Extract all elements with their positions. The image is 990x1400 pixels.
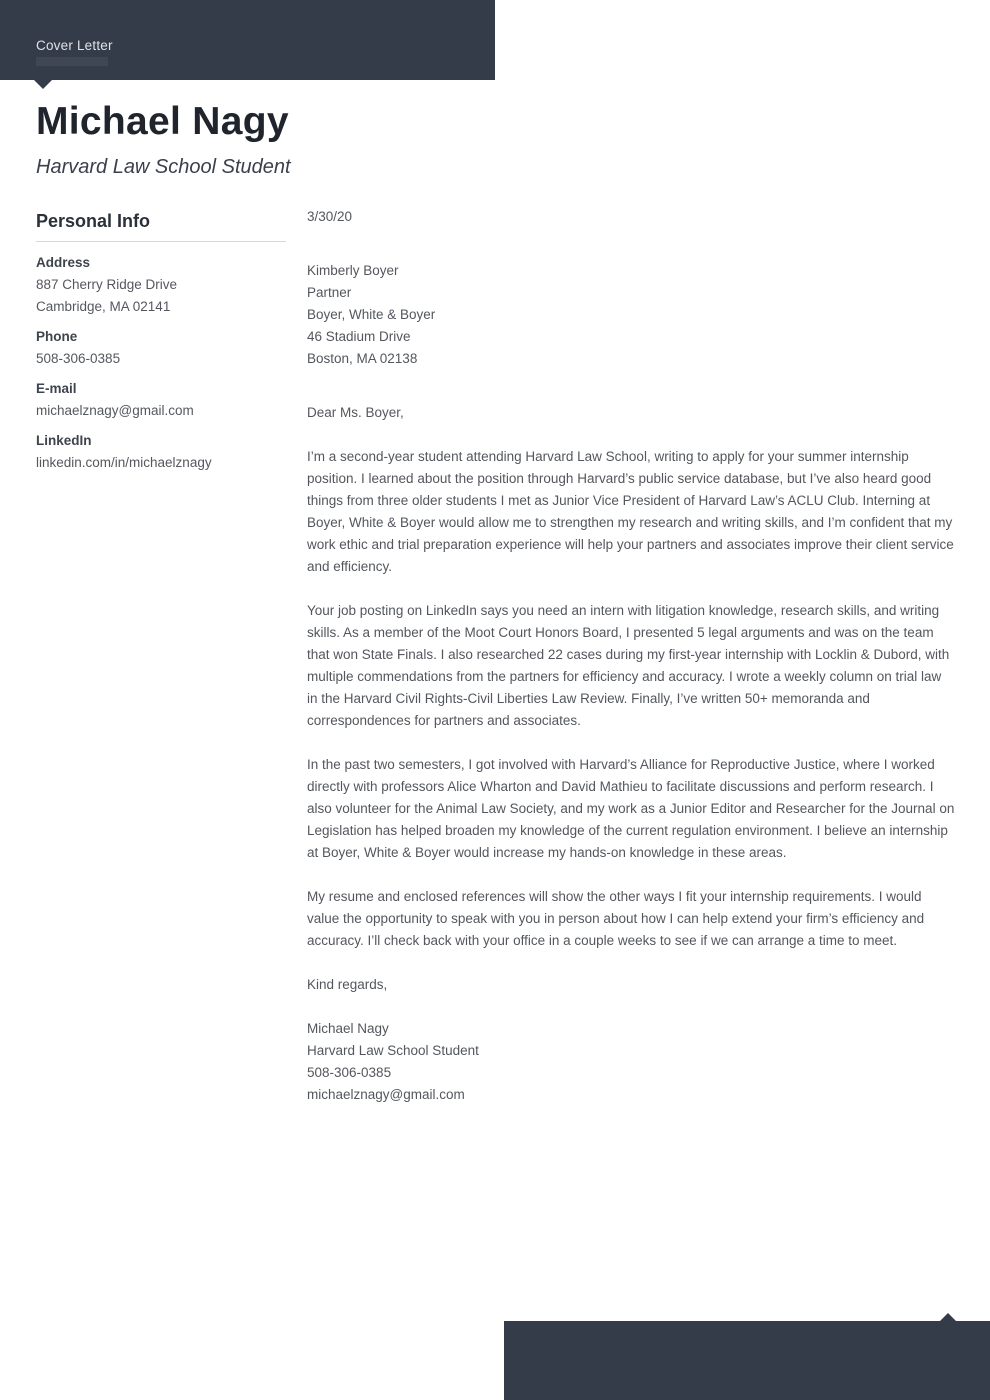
- candidate-name: Michael Nagy: [36, 100, 289, 143]
- letter-paragraph: In the past two semesters, I got involved with Harvard’s Alliance for Reproductive Justice, where I worked directly with professors Alice Wharton and David Mathieu to facilitate discussions and perform research. I also volunteer for the Animal Law Society, and my work as a Junior Editor and Researcher for the Journal on Legislation has helped broaden my knowledge of the current regulation environment. I believe an internship at Boyer, White & Boyer would increase my hands-on knowledge in these areas.: [307, 757, 955, 860]
- header-band: [0, 0, 495, 80]
- personal-info-heading: Personal Info: [36, 211, 151, 231]
- letter-date: 3/30/20: [307, 209, 353, 224]
- letter-paragraph: I’m a second-year student attending Harvard Law School, writing to apply for your summer internship position. I learned about the position through Harvard’s public service database, but I’ve also heard good things from three older students I met as Junior Vice President of Harvard Law’s ACLU Club. Interning at Boyer, White & Boyer would allow me to strengthen my research and writing skills, and I’m confident that my work ethic and trial preparation experience will help your partners and associates improve their client service and efficiency.: [307, 449, 954, 574]
- signature-line: 508-306-0385: [307, 1065, 392, 1080]
- letter-paragraph: My resume and enclosed references will show the other ways I fit your internship requirements. I would value the opportunity to speak with you in person about how I can help extend your firm’s efficiency and accuracy. I’ll check back with your office in a couple weeks to see if we can arrange a time to meet.: [307, 889, 925, 948]
- recipient-line: Boyer, White & Boyer: [307, 307, 436, 322]
- cover-letter-tab-label: Cover Letter: [36, 38, 113, 53]
- field-value: linkedin.com/in/michaelznagy: [36, 455, 212, 470]
- signature-line: michaelznagy@gmail.com: [307, 1087, 465, 1102]
- field-label: E-mail: [36, 381, 77, 396]
- signature-line: Harvard Law School Student: [307, 1043, 479, 1058]
- field-label: Address: [36, 255, 91, 270]
- recipient-line: Boston, MA 02138: [307, 351, 418, 366]
- personal-info-section: [36, 211, 286, 482]
- recipient-block: [307, 260, 955, 370]
- field-value: Cambridge, MA 02141: [36, 299, 171, 314]
- recipient-line: 46 Stadium Drive: [307, 329, 411, 344]
- recipient-line: Partner: [307, 285, 352, 300]
- salutation: Dear Ms. Boyer,: [307, 405, 404, 420]
- field-label: LinkedIn: [36, 433, 92, 448]
- recipient-line: Kimberly Boyer: [307, 263, 399, 278]
- field-value: 508-306-0385: [36, 351, 121, 366]
- candidate-title: Harvard Law School Student: [36, 156, 291, 178]
- field-group-email: [36, 378, 286, 422]
- field-group-address: [36, 252, 286, 318]
- signature-line: Michael Nagy: [307, 1021, 389, 1036]
- field-group-linkedin: [36, 430, 286, 474]
- field-value: 887 Cherry Ridge Drive: [36, 277, 178, 292]
- footer-band: [504, 1321, 990, 1400]
- signature-block: [307, 1018, 955, 1106]
- personal-info-fields: [36, 252, 286, 474]
- personal-info-divider: [36, 241, 286, 242]
- caret-up-icon: [940, 1313, 956, 1321]
- letter-paragraph: Your job posting on LinkedIn says you need an intern with litigation knowledge, research skills, and writing skills. As a member of the Moot Court Honors Board, I presented 5 legal arguments and was on the team that won State Finals. I also researched 22 cases during my first-year internship with Locklin & Dubord, with multiple commendations from the partners for efficiency and accuracy. I wrote a weekly column on trial law in the Harvard Civil Rights-Civil Liberties Law Review. Finally, I’ve written 50+ memoranda and correspondences for partners and associates.: [307, 603, 950, 728]
- field-group-phone: [36, 326, 286, 370]
- field-label: Phone: [36, 329, 78, 344]
- tab-highlight: [36, 57, 108, 66]
- closing: Kind regards,: [307, 977, 388, 992]
- field-value: michaelznagy@gmail.com: [36, 403, 194, 418]
- caret-down-icon: [33, 79, 53, 89]
- letter-body: [307, 206, 955, 1106]
